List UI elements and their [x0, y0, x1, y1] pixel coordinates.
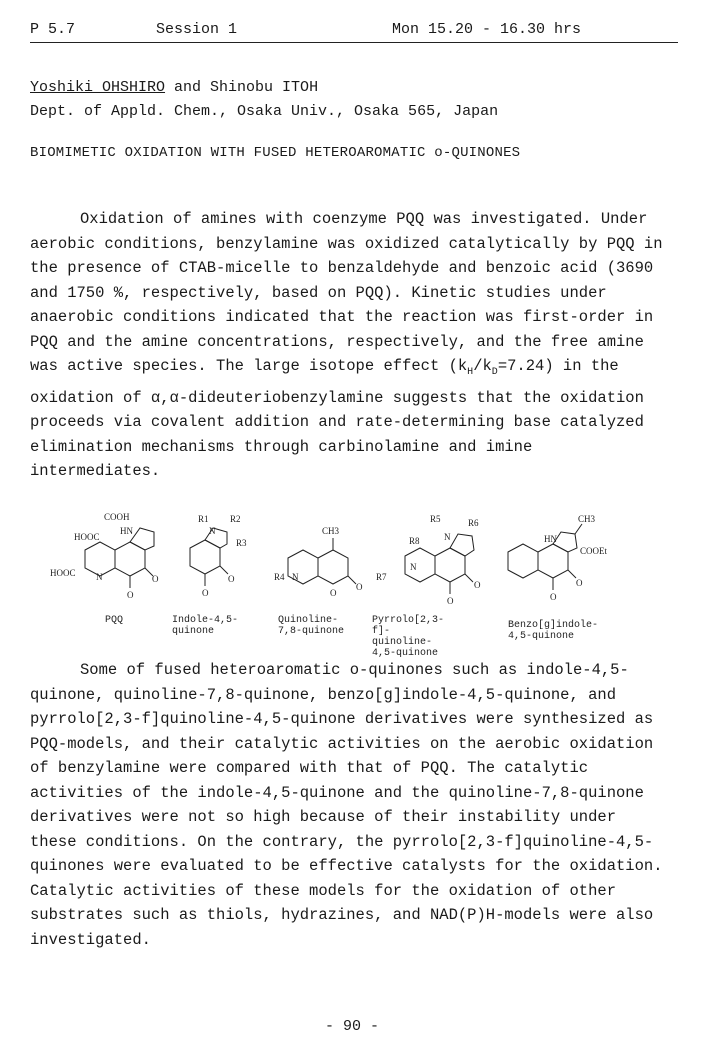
- session-time: Mon 15.20 - 16.30 hrs: [392, 21, 582, 38]
- abstract-title: BIOMIMETIC OXIDATION WITH FUSED HETEROAROMATIC o-QUINONES: [30, 145, 521, 161]
- author-conjunction: and: [165, 79, 211, 96]
- quinoline-quinone-structure: [274, 526, 363, 598]
- benzoindole-quinone-structure: [508, 514, 607, 602]
- pqq-structure: [50, 512, 159, 600]
- co-author: Shinobu ITOH: [210, 79, 319, 96]
- pyrrolo-label-r6: R6: [468, 518, 479, 528]
- caption-pyrroloquinoline-quinone: Pyrrolo[2,3-f]-quinoline-4,5-quinone: [372, 615, 445, 659]
- quinoline-label-ch3: CH3: [322, 526, 340, 536]
- author-block: [30, 76, 498, 124]
- ratio-slash: /k: [473, 357, 492, 375]
- benzo-label-o-2: O: [576, 578, 583, 588]
- pqq-label-hooc-2: HOOC: [50, 568, 76, 578]
- subscript-d: D: [491, 367, 498, 379]
- structure-drawings: [30, 510, 670, 620]
- indole-label-n: N: [209, 526, 216, 536]
- pyrrolo-label-n-2: N: [410, 562, 417, 572]
- chemical-structures: [30, 510, 670, 660]
- indole-label-r3: R3: [236, 538, 247, 548]
- paragraph-1-text-b: =7.24) in the oxidation of α,α-dideuteriobenzylamine suggests that the oxidation proceeds via covalent addition and rate-determining base catalyzed elimination mechanisms through carbinolamine and imine intermediates.: [30, 357, 644, 481]
- pqq-label-o-2: O: [152, 574, 159, 584]
- benzo-label-o-1: O: [550, 592, 557, 602]
- subscript-h: H: [467, 367, 474, 379]
- benzo-label-ch3: CH3: [578, 514, 596, 524]
- quinoline-label-n: N: [292, 572, 299, 582]
- paragraph-2: [30, 658, 670, 952]
- poster-code: P 5.7: [30, 21, 76, 38]
- indole-label-o-1: O: [202, 588, 209, 598]
- paragraph-1-text-a: Oxidation of amines with coenzyme PQQ was investigated. Under aerobic conditions, benzylamine was oxidized catalytically by PQQ in the presence of CTAB-micelle to benzaldehyde and benzoic acid (3690 and 1750 %, respectively, based on PQQ). Kinetic studies under anaerobic conditions indicated that the reaction was first-order in PQQ and the amine concentrations, respectively, and the free amine was active species. The large isotope effect (k: [30, 210, 663, 375]
- caption-benzoindole-quinone: Benzo[g]indole-4,5-quinone: [508, 620, 599, 642]
- affiliation: Dept. of Appld. Chem., Osaka Univ., Osaka 565, Japan: [30, 103, 499, 120]
- author-line: [30, 76, 498, 100]
- caption-pqq: PQQ: [105, 615, 124, 626]
- pyrrolo-label-r5: R5: [430, 514, 441, 524]
- pqq-label-hn: HN: [120, 526, 133, 536]
- indole-label-r2: R2: [230, 514, 241, 524]
- pyrrolo-label-n-1: N: [444, 532, 451, 542]
- pqq-label-cooh: COOH: [104, 512, 130, 522]
- pyrroloquinoline-quinone-structure: [376, 514, 481, 606]
- pyrrolo-label-o-2: O: [474, 580, 481, 590]
- presenting-author: Yoshiki OHSHIRO: [30, 79, 166, 96]
- pyrrolo-label-r8: R8: [409, 536, 420, 546]
- benzo-label-hn: HN: [544, 534, 557, 544]
- indole-label-r1: R1: [198, 514, 209, 524]
- pqq-label-hooc-1: HOOC: [74, 532, 100, 542]
- indole-quinone-structure: [190, 514, 247, 598]
- quinoline-label-r4: R4: [274, 572, 285, 582]
- caption-indole-quinone: Indole-4,5-quinone: [172, 615, 239, 637]
- indole-label-o-2: O: [228, 574, 235, 584]
- benzo-label-cooet: COOEt: [580, 546, 607, 556]
- paragraph-1: [30, 207, 670, 484]
- session-label: Session 1: [156, 21, 238, 38]
- page-header: [30, 20, 678, 43]
- quinoline-label-o-2: O: [356, 582, 363, 592]
- page-number: - 90 -: [324, 1018, 379, 1035]
- paragraph-2-text: Some of fused heteroaromatic o-quinones such as indole-4,5-quinone, quinoline-7,8-quinone, benzo[g]indole-4,5-quinone, and pyrrolo[2,3-f]quinoline-4,5-quinone derivatives were synthesized as PQQ-models, and their catalytic activities on the aerobic oxidation of benzylamine were compared with that of PQQ. The catalytic activities of the indole-4,5-quinone and the quinoline-7,8-quinone derivatives were not so high because of their instability under these conditions. On the contrary, the pyrrolo[2,3-f]quinoline-4,5-quinones were evaluated to be effective catalysts for the oxidation. Catalytic activities of these models for the oxidation of other substrates such as thiols, hydrazines, and NAD(P)H-models were also investigated.: [30, 661, 663, 949]
- pqq-label-n: N: [96, 572, 103, 582]
- pyrrolo-label-r7: R7: [376, 572, 387, 582]
- caption-quinoline-quinone: Quinoline-7,8-quinone: [278, 615, 345, 637]
- quinoline-label-o-1: O: [330, 588, 337, 598]
- pqq-label-o-1: O: [127, 590, 134, 600]
- pyrrolo-label-o-1: O: [447, 596, 454, 606]
